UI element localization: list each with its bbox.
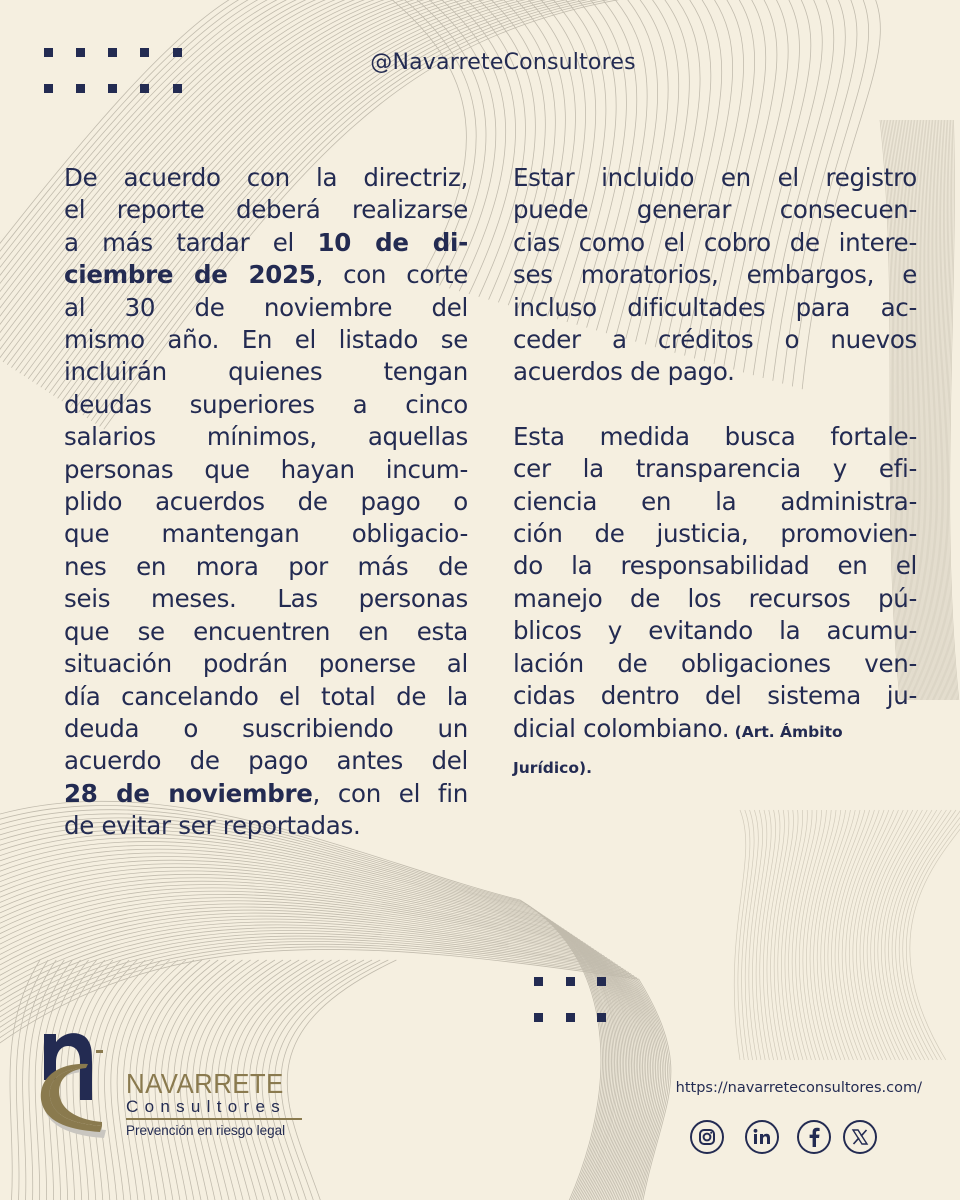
citation-source-continued: Jurídico). — [513, 758, 592, 777]
citation-source: (Art. Ámbito — [729, 722, 843, 741]
text-line — [513, 292, 917, 324]
text-line — [513, 194, 917, 226]
text-fragment: ceder a créditos o nuevos — [513, 325, 917, 355]
text-line — [64, 292, 468, 324]
highlighted-date: ciembre de 2025 — [64, 260, 316, 290]
text-fragment: manejo de los recursos pú- — [513, 583, 917, 613]
text-line — [64, 810, 468, 842]
decor-dot — [173, 84, 182, 93]
text-line — [64, 486, 468, 518]
text-line — [64, 778, 468, 810]
text-line — [64, 648, 468, 680]
text-line — [513, 324, 917, 356]
decor-dot — [597, 977, 606, 986]
text-fragment: dicial colombiano. — [513, 713, 730, 743]
text-line — [513, 518, 917, 550]
navarrete-logo-mark — [30, 1028, 130, 1138]
text-fragment: cer la transparencia y efi- — [513, 454, 917, 484]
text-line — [513, 162, 917, 194]
decor-dot — [534, 977, 543, 986]
website-link[interactable]: https://navarreteconsultores.com/ — [675, 1080, 922, 1096]
social-handle: @NavarreteConsultores — [370, 50, 636, 75]
facebook-button[interactable] — [797, 1120, 831, 1154]
x-button[interactable] — [843, 1120, 877, 1154]
instagram-icon — [698, 1128, 716, 1146]
text-line — [513, 648, 917, 680]
text-fragment: acuerdos de pago. — [513, 357, 735, 387]
logo-wordmark — [126, 1070, 302, 1138]
paragraph-consequences — [513, 162, 917, 389]
text-fragment: mismo año. En el listado se — [64, 325, 468, 355]
logo-divider — [126, 1118, 302, 1120]
text-fragment: incluso dificultades para ac- — [513, 292, 917, 322]
text-fragment: blicos y evitando la acumu- — [513, 616, 917, 646]
text-line — [513, 227, 917, 259]
decor-dot — [44, 84, 53, 93]
text-fragment: deudas superiores a cinco — [64, 389, 468, 419]
decor-dot — [140, 84, 149, 93]
text-fragment: , con el fin — [312, 778, 468, 808]
right-column-text — [513, 162, 917, 820]
text-fragment: incluirán quienes tengan — [64, 357, 468, 387]
text-line — [513, 486, 917, 518]
highlighted-date: 28 de noviembre — [64, 778, 313, 808]
text-line — [64, 745, 468, 777]
text-fragment: que se encuentren en esta — [64, 616, 468, 646]
text-fragment: ses moratorios, embargos, e — [513, 260, 917, 290]
text-line — [64, 194, 468, 226]
text-fragment: a más tardar el — [64, 227, 318, 257]
text-fragment: personas que hayan incum- — [64, 454, 468, 484]
text-fragment: el reporte deberá realizarse — [64, 195, 468, 225]
text-line — [513, 615, 917, 647]
facebook-icon — [807, 1127, 821, 1147]
text-fragment: que mantengan obligacio- — [64, 519, 468, 549]
linkedin-icon — [752, 1128, 772, 1146]
paragraph-purpose — [513, 421, 917, 788]
text-fragment: acuerdo de pago antes del — [64, 746, 468, 776]
text-fragment: Estar incluido en el registro — [513, 163, 917, 192]
text-fragment: seis meses. Las personas — [64, 584, 468, 614]
text-line — [64, 454, 468, 486]
text-fragment: Esta medida busca fortale- — [513, 421, 917, 451]
linkedin-button[interactable] — [745, 1120, 779, 1154]
text-fragment: lación de obligaciones ven- — [513, 648, 917, 678]
logo-name: NAVARRETE — [126, 1068, 284, 1099]
decor-dot — [566, 1013, 575, 1022]
text-fragment: puede generar consecuen- — [513, 195, 917, 225]
text-line — [64, 227, 468, 259]
text-fragment: al 30 de noviembre del — [64, 292, 468, 322]
text-fragment: cidas dentro del sistema ju- — [513, 681, 917, 711]
x-icon — [851, 1128, 869, 1146]
text-line — [64, 421, 468, 453]
decor-dot — [534, 1013, 543, 1022]
text-fragment: situación podrán ponerse al — [64, 649, 468, 679]
text-line — [513, 259, 917, 291]
text-line — [513, 356, 917, 388]
text-line — [513, 453, 917, 485]
text-line — [64, 518, 468, 550]
text-line — [513, 713, 917, 748]
text-line — [513, 583, 917, 615]
logo-subtitle: Consultores — [126, 1097, 287, 1116]
text-line — [64, 389, 468, 421]
text-line — [64, 681, 468, 713]
text-fragment: de evitar ser reportadas. — [64, 811, 361, 841]
instagram-button[interactable] — [690, 1120, 724, 1154]
text-fragment: ciencia en la administra- — [513, 486, 917, 516]
text-fragment: cias como el cobro de intere- — [513, 227, 917, 257]
text-line — [64, 551, 468, 583]
decor-dot — [566, 977, 575, 986]
text-fragment: salarios mínimos, aquellas — [64, 422, 468, 452]
text-line — [64, 324, 468, 356]
highlighted-date: 10 de di- — [317, 227, 468, 257]
logo-tagline: Prevención en riesgo legal — [126, 1122, 286, 1138]
text-line — [64, 259, 468, 291]
text-line — [64, 616, 468, 648]
text-line — [513, 421, 917, 453]
text-line — [64, 356, 468, 388]
decor-dot — [108, 84, 117, 93]
decor-dot — [597, 1013, 606, 1022]
text-fragment: De acuerdo con la directriz, — [64, 163, 468, 192]
text-fragment: do la responsabilidad en el — [513, 551, 917, 581]
text-fragment: , con corte — [315, 260, 468, 290]
text-line — [64, 713, 468, 745]
text-fragment: deuda o suscribiendo un — [64, 713, 468, 743]
text-fragment: ción de justicia, promovien- — [513, 519, 917, 549]
text-line — [64, 162, 468, 194]
text-fragment: nes en mora por más de — [64, 551, 468, 581]
text-line — [64, 583, 468, 615]
text-fragment: día cancelando el total de la — [64, 681, 468, 711]
decor-dot — [76, 84, 85, 93]
left-column-text — [64, 162, 468, 843]
text-line — [513, 550, 917, 582]
text-line — [513, 680, 917, 712]
text-fragment: plido acuerdos de pago o — [64, 487, 468, 517]
